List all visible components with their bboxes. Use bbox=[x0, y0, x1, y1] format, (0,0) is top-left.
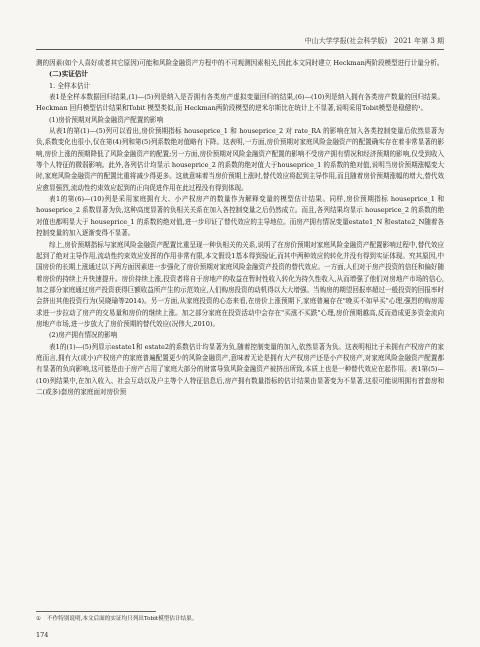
section-heading: (二)实证估计 bbox=[49, 70, 88, 79]
paragraph: 表1的(1)—(5)列显示estate1和 estate2的系数估计均显著为负,随着控制变量的加入,依然显著为负。这表明相比于未拥有产权房产的家庭而言,拥有大(或小)产权房产的家庭普遍配置更少的风险金融资产,意味着无论是拥有大产权房产还是小产权房产,对家庭风险金融资产配置都有显著的负向影响,这可能是由于房产占用了家庭大部分的财富导致风险金融资产被挤出所致,本质上也是一种替代效应在起作用。表1第(5)—(10)列结果中,在加入收入、社会互动以及户主等个人特征信息后,房产拥有数量指标的估计结果由显著变为不显著,这很可能说明拥有首套房和二(或多)套房的家庭面对房价预 bbox=[36, 342, 444, 396]
footnote-text: 不作特别说明,本文后面的实证均只列出Tobit模型估计结果。 bbox=[47, 616, 198, 622]
paragraph: 测的因素(如个人喜好或者其它原因)可能和风险金融资产方程中的不可观测因素相关,因此本文同时建立 Heckman两阶段模型进行计量分析。 bbox=[36, 59, 444, 67]
paragraph: 综上,房价预期指标与家庭风险金融资产配置比重呈现一种负相关的关系,说明了在房价预期对家庭风险金融资产配置影响过程中,替代效应起到了绝对主导作用,流动性约束效应发挥的作用非常有限,本文假设1基本得到验证,而其中两种效应的转化并没有得到实证体现。究其原因,中国房价的长期上涨通过以下两方面因素进一步强化了房价预期对家庭风险金融资产投资的替代效应。一方面,人们对于房产投资的信任和偏好随着房价的持续上升快速提升。房价持续上涨,投资者将自于房地产的收益在暂时性收入转化为持久性收入,从而增强了他们对房地产市场的信心,加之部分家庭通过房产投资获得巨额收益所产生的示范效应,人们购房投资的动机得以大大增强。当购房的期望回报率超过一般投资的回报率时会挤出其他投资行为(吴晓瑜等2014)。另一方面,从家庭投资的心态来看,在房价上涨预期下,家庭普遍存在"晚买不如早买"心理,强烈的购房需求进一步拉动了房产的交易量和房价的继续上涨。加之部分家庭在投资活动中会存在"买涨不买跌"心理,房价预期越高,反而造成更多资金流向房地产市场,进一步放大了房价预期的替代效应(况伟大,2010)。 bbox=[36, 240, 444, 328]
running-header: 中山大学学报(社会科学版) 2021 年第 3 期 bbox=[36, 36, 444, 50]
subsection-heading: (2)房产拥有情况的影响 bbox=[49, 331, 118, 340]
article-body bbox=[36, 58, 444, 398]
footnote-marker: ① bbox=[36, 616, 42, 622]
page-number: 174 bbox=[36, 631, 49, 639]
footnote bbox=[36, 615, 444, 623]
paragraph: 从表1的第(1)—(5)列可以看出,房价预期指标 houseprice_1 和 houseprice_2 对 rate_RA 的影响在加入各类控制变量后依然显著为负,系数变化也很小,仅在第(4)列和第(5)列系数绝对值略有下降。这表明,一方面,房价预期对家庭风险金融资产的配置确实存在着非常显著的影响,房价上涨的预期降低了风险金融资产的配置;另一方面,房价预期对风险金融资产配置的影响不受房产拥有情况和经济预期的影响,仅受到收入等个人特征的微弱影响。此外,各列估计均显示 houseprice_2 的系数的绝对值大于houseprice_1 的系数的绝对值,说明当房价预期涨幅变大时,家庭风险金融资产的配置比重将减少得更多。这就意味着当房价预期上涨时,替代效应将起到主导作用,而且随着房价预期涨幅的增大,替代效应愈显强烈,流动性约束效应起到的正向促进作用在此过程没有得到体现。 bbox=[36, 127, 444, 192]
subsection-heading: 1. 全样本估计 bbox=[49, 81, 91, 90]
paragraph: 表1是全样本数据回归结果,(1)—(5)列是纳入是否拥有各类房产虚拟变量回归的结果,(6)—(10)列是纳入拥有各类房产数量的回归结果。Heckman 回归模型估计结果和Tobit 模型类似,而 Heckman两阶段模型的逆米尔斯比在统计上不显著,说明采用Tobit模型是稳健的¹。 bbox=[36, 93, 444, 113]
footnote-divider bbox=[36, 611, 156, 612]
paragraph: 表1的第(6)—(10)列是采用家庭拥有大、小产权房产的数量作为解释变量的模型估计结果。同样,房价预期指标 houseprice_1 和 houseprice_2 系数显著为负,这种高度显著的负相关关系在加入各控制变量之后仍然成立。而且,各列结果均显示 houseprice_2 的系数的绝对值也都明显大于 houseprice_1 的系数的绝对值,进一步印证了替代效应的主导地位。而房产拥有情况变量estate1_N 和estate2_N随着各控制变量的加入逐渐变得不显著。 bbox=[36, 195, 444, 238]
subsection-heading: (1)房价预期对风险金融资产配置的影响 bbox=[49, 115, 164, 124]
